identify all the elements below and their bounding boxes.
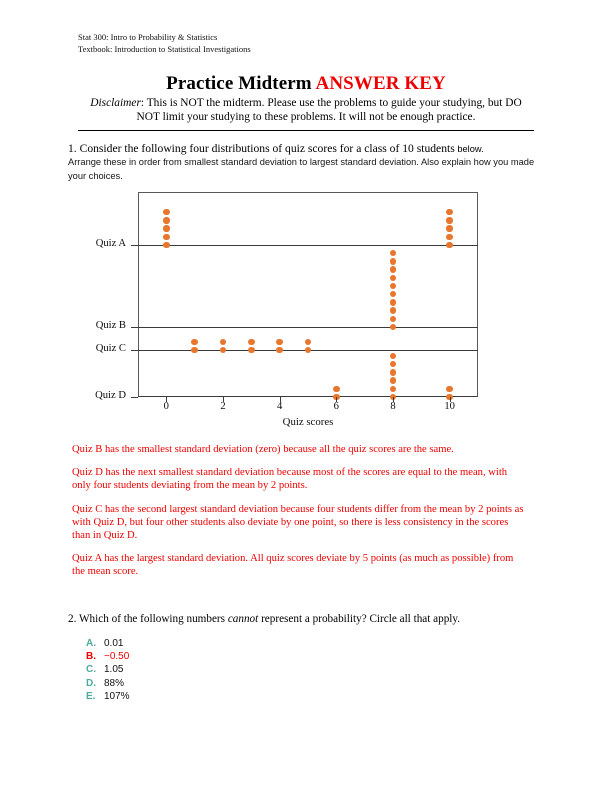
title-main: Practice Midterm (166, 73, 316, 94)
question1-stem-tail: below. (454, 144, 484, 154)
question1-stem (68, 142, 546, 156)
question2-stem (68, 612, 538, 626)
data-dot (390, 299, 396, 305)
panel-divider (138, 245, 478, 246)
y-axis-tick (131, 397, 138, 398)
x-axis-tick-label: 8 (390, 401, 396, 412)
data-dot (390, 275, 396, 281)
disclaimer-lead: Disclaimer (90, 97, 141, 109)
plot-frame (138, 192, 478, 397)
y-axis-tick (131, 327, 138, 328)
choice-option[interactable] (86, 677, 346, 690)
choice-letter: E. (86, 690, 96, 702)
choice-value: −0.50 (104, 651, 130, 663)
course-header (78, 32, 251, 55)
choice-option[interactable] (86, 650, 346, 663)
choice-letter: A. (86, 638, 96, 649)
course-line: Stat 300: Intro to Probability & Statistics (78, 32, 218, 42)
answer-paragraph: Quiz A has the largest standard deviation. All quiz scores deviate by 5 points (as much as possible) from the mean score. (72, 553, 514, 578)
data-dot (163, 234, 169, 240)
data-dot (390, 386, 396, 392)
data-dot (390, 377, 396, 383)
choice-value: 0.01 (104, 638, 124, 649)
data-dot (446, 386, 452, 392)
choice-option[interactable] (86, 663, 346, 676)
panel-label-quiz-d: Quiz D (95, 390, 126, 401)
data-dot (163, 217, 169, 223)
page-title (0, 73, 612, 95)
choice-letter: B. (86, 651, 96, 663)
header-divider (78, 130, 534, 131)
choice-option[interactable] (86, 637, 346, 650)
question1-instructions: Arrange these in order from smallest standard deviation to largest standard deviation. Also explain how you made your choices. (68, 157, 535, 181)
data-dot (333, 386, 339, 392)
panel-label-quiz-b: Quiz B (95, 320, 126, 331)
data-dot (163, 225, 169, 231)
answer-paragraph: Quiz D has the next smallest standard deviation because most of the scores are equal to the mean, with only four students deviating from the mean by 2 points. (72, 467, 508, 492)
disclaimer-body: : This is NOT the midterm. Please use the problems to guide your studying, but DO NOT limit your studying to these problems. It will not be enough practice. (136, 97, 522, 123)
data-dot (390, 307, 396, 313)
x-axis-tick-label: 10 (444, 401, 455, 412)
choice-value: 88% (104, 677, 125, 689)
data-dot (390, 258, 396, 264)
y-axis-tick (131, 245, 138, 246)
data-dot (390, 266, 396, 272)
data-dot (390, 316, 396, 322)
choice-value: 1.05 (104, 664, 124, 676)
data-dot (248, 347, 254, 353)
data-dot (305, 339, 311, 345)
question2-choice-list (86, 637, 346, 703)
data-dot (191, 339, 197, 345)
quiz-score-dotplot (78, 192, 478, 428)
question2-stem-a: 2. Which of the following numbers (68, 613, 228, 625)
panel-label-quiz-a: Quiz A (95, 238, 126, 249)
data-dot (446, 225, 452, 231)
data-dot (446, 242, 452, 248)
data-dot (276, 347, 282, 353)
panel-divider (138, 327, 478, 328)
data-dot (191, 347, 197, 353)
question2-stem-b: represent a probability? Circle all that apply. (258, 613, 461, 625)
data-dot (248, 339, 254, 345)
y-axis-tick (131, 350, 138, 351)
x-axis-tick-label: 2 (220, 401, 226, 412)
disclaimer (78, 97, 534, 124)
question1-stem-main: 1. Consider the following four distributions of quiz scores for a class of 10 students (68, 142, 455, 155)
title-answer-key: ANSWER KEY (315, 73, 446, 94)
question1-answer-block (72, 443, 524, 589)
choice-letter: D. (86, 677, 96, 689)
question2-stem-emphasis: cannot (227, 613, 259, 625)
choice-letter: C. (86, 664, 96, 676)
panel-label-quiz-c: Quiz C (95, 343, 126, 354)
textbook-line: Textbook: Introduction to Statistical Investigations (78, 43, 251, 54)
data-dot (390, 369, 396, 375)
answer-paragraph: Quiz B has the smallest standard deviation (zero) because all the quiz scores are the same. (72, 444, 454, 455)
answer-paragraph: Quiz C has the second largest standard deviation because four students differ from the mean by 2 points as with Quiz D, but four other students also deviate by one point, so there is less consistency in the scores than in Quiz D. (72, 503, 524, 542)
choice-value: 107% (104, 690, 130, 702)
data-dot (276, 339, 282, 345)
x-axis-title: Quiz scores (282, 416, 334, 428)
choice-option[interactable] (86, 690, 346, 703)
data-dot (220, 339, 226, 345)
data-dot (163, 209, 169, 215)
data-dot (446, 217, 452, 223)
x-axis-tick-label: 0 (163, 401, 169, 412)
data-dot (163, 242, 169, 248)
x-axis-tick-label: 6 (333, 401, 339, 412)
data-dot (446, 234, 452, 240)
x-axis-tick-label: 4 (277, 401, 283, 412)
